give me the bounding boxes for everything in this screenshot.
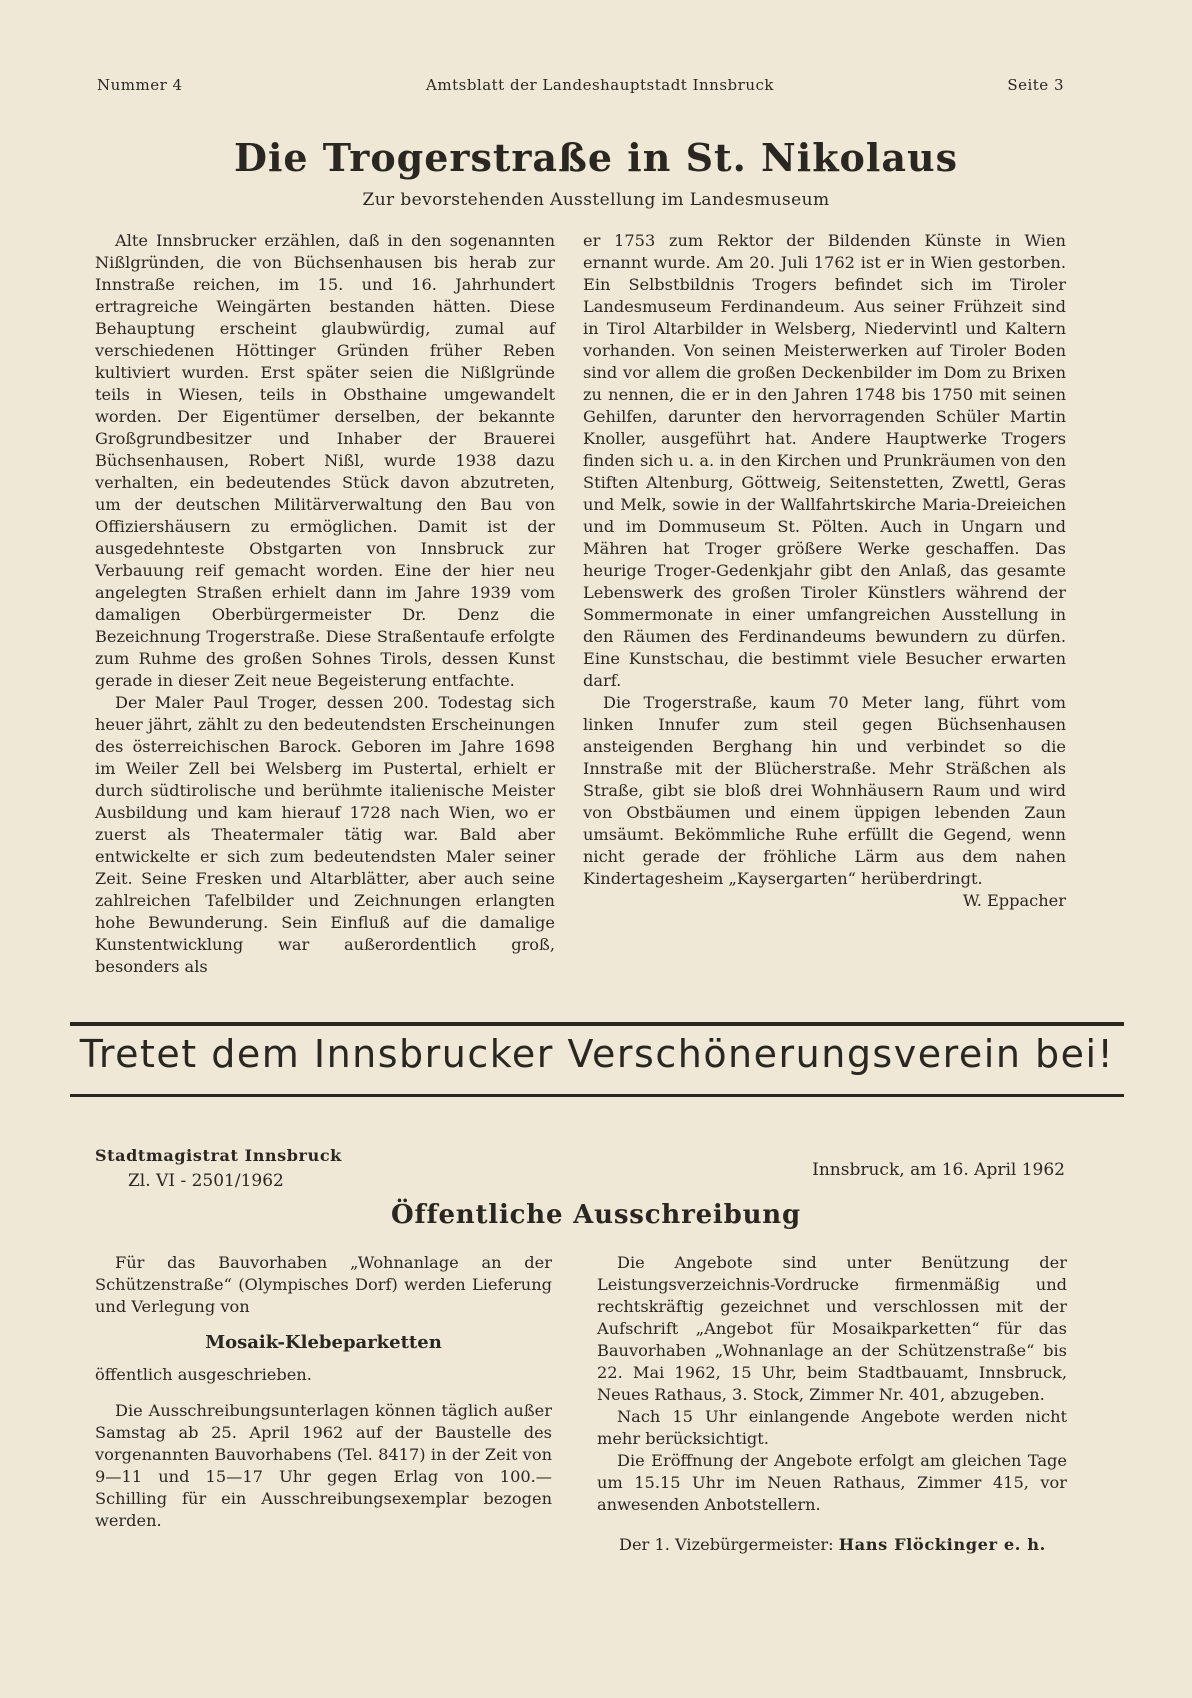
signature-role: Der 1. Vizebürgermeister:	[619, 1535, 834, 1554]
article-paragraph: Alte Innsbrucker erzählen, daß in den sogenannten Nißlgründen, die von Büchsenhausen bis herab zur Innstraße reichen, im 15. und 16. Jahrhundert ertragreiche Weingärten bestanden hätten. Diese Behauptung erscheint glaubwürdig, zumal auf verschiedenen Höttinger Gründen früher Reben kultiviert wurden. Erst später seien die Nißlgründe teils in Wiesen, teils in Obsthaine umgewandelt worden. Der Eigentümer derselben, der bekannte Großgrundbesitzer und Inhaber der Brauerei Büchsenhausen, Robert Nißl, wurde 1938 dazu verhalten, ein bedeutendes Stück davon abzutreten, um der deutschen Militärverwaltung den Bau von Offiziershäusern zu ermöglichen. Damit ist der ausgedehnteste Obstgarten von Innsbruck zur Verbauung reif gemacht worden. Eine der hier neu angelegten Straßen erhielt dann im Jahre 1939 vom damaligen Oberbürgermeister Dr. Denz die Bezeichnung Trogerstraße. Diese Straßentaufe erfolgte zum Ruhme des großen Sohnes Tirols, dessen Kunst gerade in dieser Zeit neue Begeisterung entfachte.	[95, 231, 555, 690]
page-number: Seite 3	[1007, 76, 1064, 94]
issue-number: Nummer 4	[97, 76, 183, 94]
notice-paragraph: Nach 15 Uhr einlangende Angebote werden nicht mehr berücksichtigt.	[597, 1407, 1067, 1448]
notice-item: Mosaik-Klebeparketten	[205, 1332, 442, 1353]
article-column-right	[583, 230, 1066, 912]
notice-signature	[597, 1534, 1067, 1556]
notice-reference: Zl. VI - 2501/1962	[128, 1171, 284, 1191]
notice-paragraph: Die Angebote sind unter Benützung der Leistungsverzeichnis-Vordrucke firmenmäßig und rechtskräftig gezeichnet und verschlossen mit der Aufschrift „Angebot für Mosaikparketten“ für das Bauvorhaben „Wohnanlage an der Schützenstraße“ bis 22. Mai 1962, 15 Uhr, beim Stadtbauamt, Innsbruck, Neues Rathaus, 3. Stock, Zimmer Nr. 401, abzugeben.	[597, 1253, 1067, 1404]
article-author: W. Eppacher	[962, 891, 1066, 910]
article-column-left	[95, 230, 555, 978]
notice-paragraph: Die Eröffnung der Angebote erfolgt am gleichen Tage um 15.15 Uhr im Neuen Rathaus, Zimmer 415, vor anwesenden Anbotstellern.	[597, 1451, 1067, 1514]
notice-title: Öffentliche Ausschreibung	[391, 1200, 801, 1230]
publication-title: Amtsblatt der Landeshauptstadt Innsbruck	[426, 76, 774, 94]
notice-office: Stadtmagistrat Innsbruck	[95, 1146, 342, 1165]
notice-paragraph: Die Ausschreibungsunterlagen können täglich außer Samstag ab 25. April 1962 auf der Baustelle des vorgenannten Bauvorhabens (Tel. 8417) in der Zeit von 9—11 und 15—17 Uhr gegen Erlag von 100.— Schilling für ein Ausschreibungsexemplar bezogen werden.	[95, 1401, 552, 1530]
signature-name: Hans Flöckinger e. h.	[838, 1535, 1046, 1554]
divider-bottom	[70, 1094, 1124, 1097]
article-paragraph: Der Maler Paul Troger, dessen 200. Todestag sich heuer jährt, zählt zu den bedeutendsten Erscheinungen des österreichischen Barock. Geboren im Jahre 1698 im Weiler Zell bei Welsberg im Pustertal, erhielt er durch südtirolische und berühmte italienische Meister Ausbildung und kam hierauf 1728 nach Wien, wo er zuerst als Theatermaler tätig war. Bald aber entwickelte er sich zum bedeutendsten Maler seiner Zeit. Seine Fresken und Altarblätter, aber auch seine zahlreichen Tafelbilder und Zeichnungen erlangten hohe Bewunderung. Sein Einfluß auf die damalige Kunstentwicklung war außerordentlich groß, besonders als	[95, 693, 555, 976]
notice-place-date: Innsbruck, am 16. April 1962	[812, 1160, 1065, 1180]
article-title: Die Trogerstraße in St. Nikolaus	[234, 135, 958, 180]
divider-top	[70, 1022, 1124, 1026]
article-paragraph: Die Trogerstraße, kaum 70 Meter lang, führt vom linken Innufer zum steil gegen Büchsenhausen ansteigenden Berghang hin und verbindet so die Innstraße mit der Blücherstraße. Mehr Sträßchen als Straße, gibt sie bloß drei Wohnhäusern Raum und wird von Obstbäumen und einem üppigen lebenden Zaun umsäumt. Bekömmliche Ruhe erfüllt die Gegend, wenn nicht gerade der fröhliche Lärm aus dem nahen Kindertagesheim „Kaysergarten“ herüberdringt.	[583, 693, 1066, 888]
article-paragraph: er 1753 zum Rektor der Bildenden Künste in Wien ernannt wurde. Am 20. Juli 1762 ist er in Wien gestorben. Ein Selbstbildnis Trogers befindet sich im Tiroler Landesmuseum Ferdinandeum. Aus seiner Frühzeit sind in Tirol Altarbilder in Welsberg, Niedervintl und Kaltern vorhanden. Von seinen Meisterwerken auf Tiroler Boden sind vor allem die großen Deckenbilder im Dom zu Brixen zu nennen, die er in den Jahren 1748 bis 1750 mit seinen Gehilfen, darunter den hervorragenden Schüler Martin Knoller, ausgeführt hat. Andere Hauptwerke Trogers finden sich u. a. in den Kirchen und Prunkräumen von den Stiften Altenburg, Göttweig, Seitenstetten, Zwettl, Geras und Melk, sowie in der Wallfahrtskirche Maria-Dreieichen und im Dommuseum St. Pölten. Auch in Ungarn und Mähren hat Troger größere Werke geschaffen. Das heurige Troger-Gedenkjahr gibt den Anlaß, das gesamte Lebenswerk des großen Tiroler Künstlers während der Sommermonate in einer umfangreichen Ausstellung in den Räumen des Ferdinandeums bewundern zu dürfen. Eine Kunstschau, die bestimmt viele Besucher erwarten darf.	[583, 231, 1066, 690]
article-subtitle: Zur bevorstehenden Ausstellung im Landesmuseum	[362, 190, 830, 210]
notice-paragraph: Für das Bauvorhaben „Wohnanlage an der Schützenstraße“ (Olympisches Dorf) werden Lieferung und Verlegung von	[95, 1253, 552, 1316]
slogan-banner: Tretet dem Innsbrucker Verschönerungsverein bei!	[79, 1032, 1115, 1076]
notice-column-right	[597, 1252, 1067, 1556]
notice-column-left	[95, 1252, 552, 1532]
notice-paragraph: öffentlich ausgeschrieben.	[95, 1365, 312, 1384]
